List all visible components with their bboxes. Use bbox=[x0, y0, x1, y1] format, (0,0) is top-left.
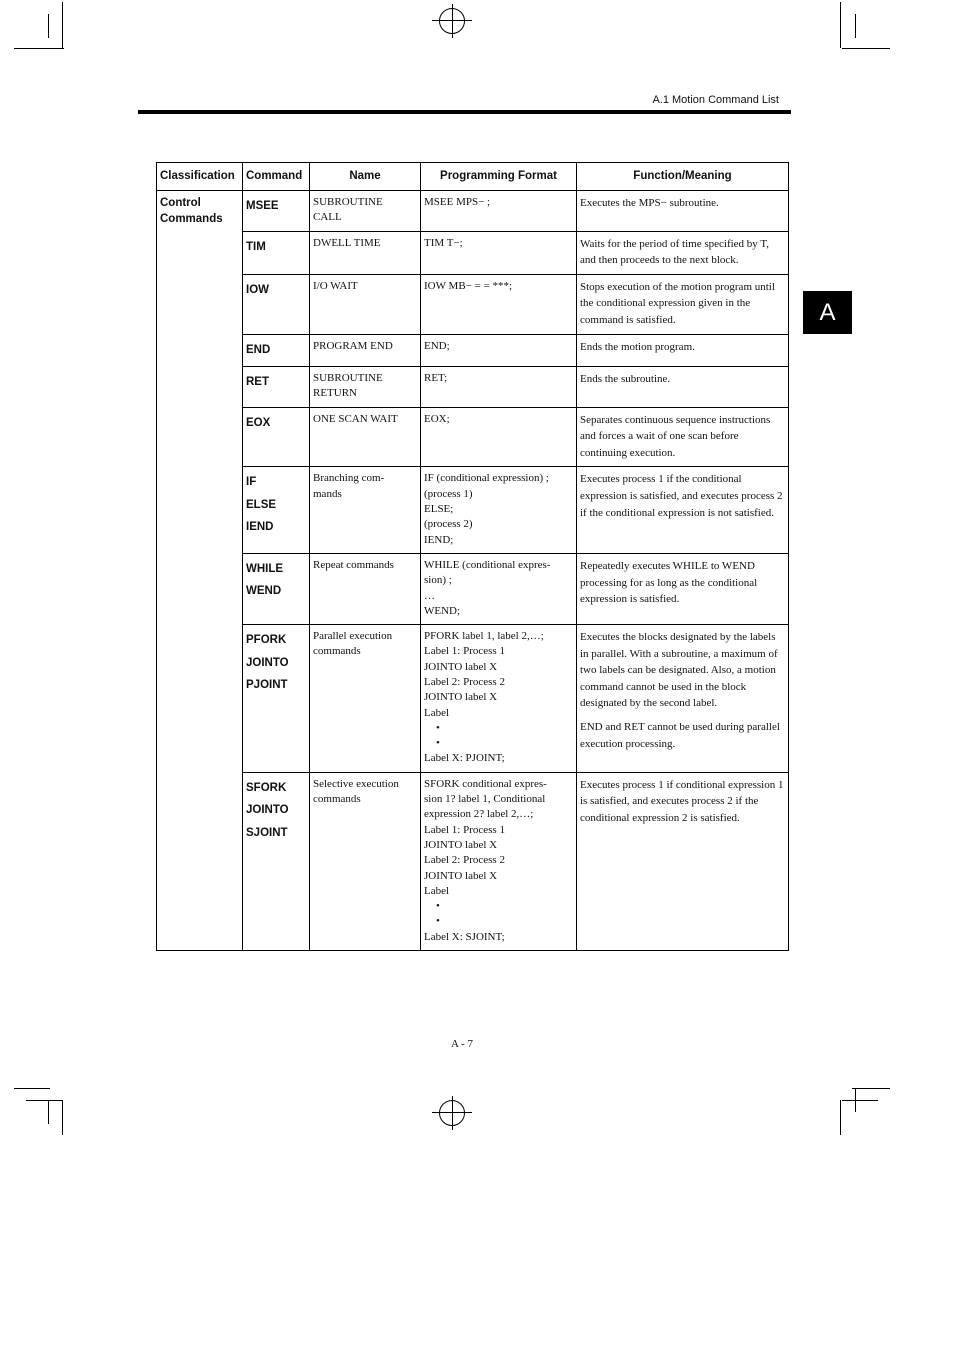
function-text: Executes process 1 if the conditional expression is satisfied, and executes process 2 if the conditional expression is not satisfied. bbox=[580, 473, 783, 519]
command-cell bbox=[243, 553, 310, 624]
format-cell bbox=[421, 467, 577, 553]
command-cell bbox=[243, 274, 310, 334]
name-text: Selective execution bbox=[313, 777, 399, 790]
format-text: RET; bbox=[424, 372, 448, 385]
classification-text: Control bbox=[160, 197, 201, 209]
format-text: ELSE; bbox=[424, 503, 454, 516]
name-text: SUBROUTINE bbox=[313, 196, 383, 208]
format-text: Label bbox=[424, 706, 450, 719]
format-cell bbox=[421, 772, 577, 950]
name-text: RETURN bbox=[313, 387, 357, 400]
command-text: MSEE bbox=[246, 200, 279, 212]
format-text: • bbox=[436, 915, 440, 928]
command-text: EOX bbox=[246, 416, 271, 429]
name-cell bbox=[310, 772, 421, 950]
command-cell bbox=[243, 367, 310, 408]
function-text: END and RET cannot be used during parallel execution processing. bbox=[580, 721, 780, 750]
format-text: Label 1: Process 1 bbox=[424, 823, 505, 836]
format-cell bbox=[421, 625, 577, 773]
name-cell bbox=[310, 231, 421, 274]
table-row bbox=[157, 274, 789, 334]
name-text: PROGRAM END bbox=[313, 339, 393, 352]
format-cell bbox=[421, 231, 577, 274]
classification-cell bbox=[157, 191, 243, 951]
function-cell bbox=[577, 553, 789, 624]
name-text: mands bbox=[313, 487, 342, 500]
table-header-row bbox=[157, 163, 789, 191]
format-text: IOW MB− = = ***; bbox=[424, 279, 513, 292]
format-text: JOINTO label X bbox=[424, 869, 498, 882]
format-text: (process 1) bbox=[424, 487, 473, 500]
command-text: IEND bbox=[246, 521, 274, 534]
format-cell bbox=[421, 191, 577, 232]
format-cell bbox=[421, 367, 577, 408]
col-header-classification: Classification bbox=[157, 163, 243, 191]
format-text: PFORK label 1, label 2,…; bbox=[424, 630, 544, 643]
name-cell bbox=[310, 274, 421, 334]
motion-command-table bbox=[156, 162, 789, 951]
table-row bbox=[157, 367, 789, 408]
table-row bbox=[157, 407, 789, 467]
name-cell bbox=[310, 467, 421, 553]
col-header-programming-format: Programming Format bbox=[421, 163, 577, 191]
function-cell bbox=[577, 467, 789, 553]
command-text: WEND bbox=[246, 585, 282, 598]
command-text: WHILE bbox=[246, 562, 284, 575]
format-text: JOINTO label X bbox=[424, 691, 498, 704]
function-text: Executes the blocks designated by the labels in parallel. With a subroutine, a maximum of two labels can be designated. Also, a motion command cannot be used in the block designated by the second label. bbox=[580, 631, 778, 710]
format-text: Label 2: Process 2 bbox=[424, 854, 505, 867]
format-text: END; bbox=[424, 339, 450, 352]
format-text: WHILE (conditional expres- bbox=[424, 558, 551, 571]
command-cell bbox=[243, 231, 310, 274]
command-text: END bbox=[246, 343, 271, 356]
command-text: ELSE bbox=[246, 498, 277, 511]
command-text: SJOINT bbox=[246, 826, 288, 839]
function-text: Executes process 1 if conditional expression 1 is satisfied, and executes process 2 if the conditional expression 2 is satisfied. bbox=[580, 778, 784, 824]
format-text: EOX; bbox=[424, 412, 450, 425]
function-cell bbox=[577, 367, 789, 408]
format-text: Label X: PJOINT; bbox=[424, 752, 505, 765]
function-text: Repeatedly executes WHILE to WEND processing for as long as the conditional expression is satisfied. bbox=[580, 559, 758, 606]
table-row bbox=[157, 231, 789, 274]
name-text: DWELL TIME bbox=[313, 236, 381, 249]
classification-text: Commands bbox=[160, 213, 223, 225]
command-cell bbox=[243, 407, 310, 467]
function-cell bbox=[577, 407, 789, 467]
format-text: TIM T−; bbox=[424, 236, 463, 249]
function-cell bbox=[577, 231, 789, 274]
format-text: Label X: SJOINT; bbox=[424, 930, 505, 943]
command-cell bbox=[243, 191, 310, 232]
name-text: commands bbox=[313, 793, 361, 806]
col-header-name: Name bbox=[310, 163, 421, 191]
format-text: IF (conditional expression) ; bbox=[424, 472, 549, 485]
table-row bbox=[157, 191, 789, 232]
function-cell bbox=[577, 772, 789, 950]
name-text: I/O WAIT bbox=[313, 279, 358, 292]
format-text: expression 2? label 2,…; bbox=[424, 808, 534, 821]
format-cell bbox=[421, 407, 577, 467]
name-cell bbox=[310, 553, 421, 624]
function-cell bbox=[577, 334, 789, 367]
name-text: Repeat commands bbox=[313, 558, 394, 571]
format-text: • bbox=[436, 900, 440, 913]
command-cell bbox=[243, 625, 310, 773]
format-text: … bbox=[424, 589, 435, 602]
table-row bbox=[157, 553, 789, 624]
function-text: Separates continuous sequence instructions and forces a wait of one scan before continuing execution. bbox=[580, 413, 771, 459]
page-number: A - 7 bbox=[451, 1038, 473, 1050]
name-cell bbox=[310, 625, 421, 773]
function-cell bbox=[577, 274, 789, 334]
format-text: sion 1? label 1, Conditional bbox=[424, 793, 546, 806]
command-text: IF bbox=[246, 476, 257, 489]
header-rule bbox=[138, 110, 791, 114]
command-text: PFORK bbox=[246, 634, 287, 647]
command-text: IOW bbox=[246, 283, 269, 296]
name-text: ONE SCAN WAIT bbox=[313, 412, 398, 425]
col-header-command: Command bbox=[243, 163, 310, 191]
name-text: commands bbox=[313, 645, 361, 658]
function-cell bbox=[577, 625, 789, 773]
function-text: Executes the MPS− subroutine. bbox=[580, 197, 719, 209]
format-text: WEND; bbox=[424, 604, 461, 617]
format-cell bbox=[421, 274, 577, 334]
function-text: Stops execution of the motion program until the conditional expression given in the command is satisfied. bbox=[580, 280, 775, 326]
format-cell bbox=[421, 553, 577, 624]
name-cell bbox=[310, 407, 421, 467]
table-row bbox=[157, 467, 789, 553]
format-text: SFORK conditional expres- bbox=[424, 777, 547, 790]
format-text: • bbox=[436, 737, 440, 750]
command-cell bbox=[243, 334, 310, 367]
name-cell bbox=[310, 191, 421, 232]
table-row bbox=[157, 772, 789, 950]
function-cell bbox=[577, 191, 789, 232]
command-text: PJOINT bbox=[246, 679, 288, 692]
format-text: IEND; bbox=[424, 533, 454, 546]
table-row bbox=[157, 625, 789, 773]
command-cell bbox=[243, 467, 310, 553]
format-text: sion) ; bbox=[424, 574, 452, 587]
format-cell bbox=[421, 334, 577, 367]
name-cell bbox=[310, 334, 421, 367]
function-text: Ends the subroutine. bbox=[580, 373, 671, 386]
name-text: SUBROUTINE bbox=[313, 372, 383, 385]
format-text: Label 2: Process 2 bbox=[424, 676, 505, 688]
running-header: A.1 Motion Command List bbox=[652, 94, 779, 106]
function-text: Waits for the period of time specified by T, and then proceeds to the next block. bbox=[580, 237, 770, 267]
name-text: Parallel execution bbox=[313, 630, 393, 643]
command-text: JOINTO bbox=[246, 804, 289, 817]
format-text: • bbox=[436, 721, 440, 734]
format-text: Label bbox=[424, 884, 450, 897]
command-text: JOINTO bbox=[246, 656, 289, 669]
command-cell bbox=[243, 772, 310, 950]
name-text: CALL bbox=[313, 211, 342, 224]
table-row bbox=[157, 334, 789, 367]
appendix-tab: A bbox=[803, 291, 852, 334]
format-text: (process 2) bbox=[424, 518, 473, 531]
name-text: Branching com- bbox=[313, 472, 385, 485]
command-text: SFORK bbox=[246, 781, 287, 794]
name-cell bbox=[310, 367, 421, 408]
format-text: JOINTO label X bbox=[424, 660, 498, 673]
col-header-function-meaning: Function/Meaning bbox=[577, 163, 789, 191]
format-text: JOINTO label X bbox=[424, 838, 498, 851]
command-text: RET bbox=[246, 376, 269, 389]
function-text: Ends the motion program. bbox=[580, 340, 695, 353]
format-text: Label 1: Process 1 bbox=[424, 645, 505, 658]
command-text: TIM bbox=[246, 240, 266, 253]
format-text: MSEE MPS− ; bbox=[424, 196, 491, 208]
